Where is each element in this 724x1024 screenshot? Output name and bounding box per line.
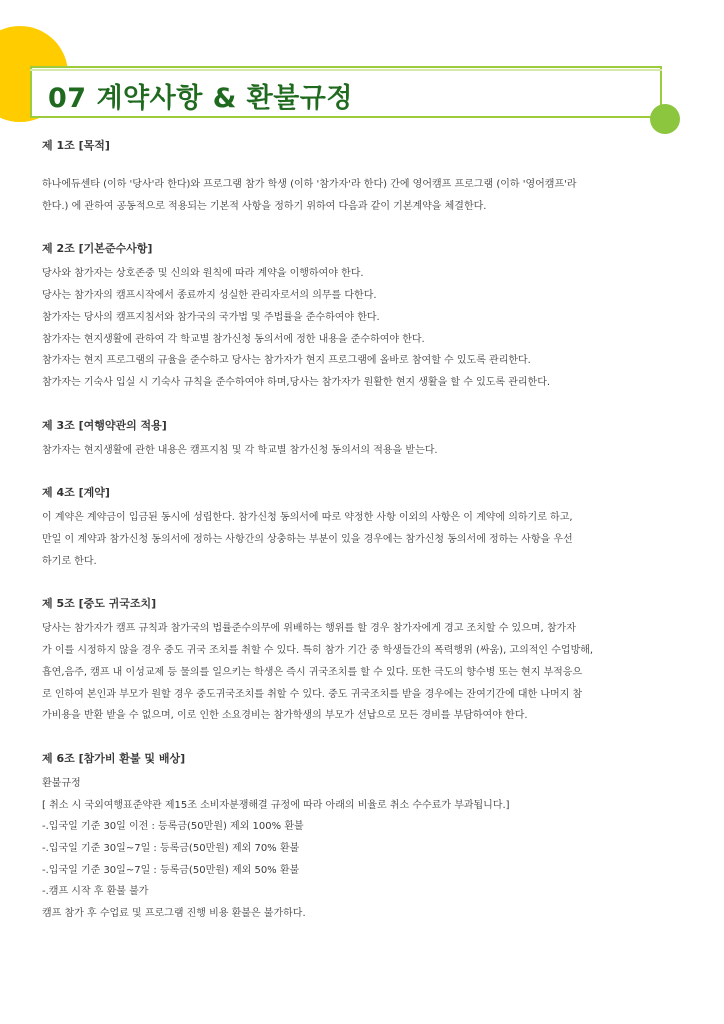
- article-4-line: 하기로 한다.: [42, 555, 97, 567]
- article-5-title: 제 5조 [중도 귀국조치]: [42, 597, 157, 611]
- article-2-line: 참가자는 기숙사 입실 시 기숙사 규칙을 준수하여야 하며,당사는 참가자가 원활한 현지 생활을 할 수 있도록 관리한다.: [42, 376, 551, 388]
- page-title: 07 계약사항 & 환불규정: [48, 83, 353, 114]
- article-6-line: [ 취소 시 국외여행표준약관 제15조 소비자분쟁해결 규정에 따라 아래의 비율로 취소 수수료가 부과됩니다.]: [42, 799, 510, 811]
- article-6-line: 환불규정: [42, 777, 81, 789]
- article-1-title: 제 1조 [목적]: [42, 139, 110, 152]
- article-3: [42, 416, 682, 462]
- article-5-line: 로 인하여 본인과 부모가 원할 경우 중도귀국조치를 취할 수 있다. 중도 귀국조치를 받을 경우에는 잔여기간에 대한 나머지 참: [42, 688, 583, 700]
- title-banner-accent-line: [30, 69, 662, 71]
- article-5-line: 가비용을 반환 받을 수 없으며, 이로 인한 소요경비는 참가학생의 부모가 선납으로 모든 경비를 부담하여야 한다.: [42, 710, 528, 722]
- article-2-title: 제 2조 [기본준수사항]: [42, 242, 153, 256]
- article-1-line: 하나에듀센타 (이하 '당사'라 한다)와 프로그램 참가 학생 (이하 '참가자'라 한다) 간에 영어캠프 프로그램 (이하 '영어캠프'라: [42, 179, 577, 190]
- article-3-line: 참가자는 현지생활에 관한 내용은 캠프지침 및 각 학교별 참가신청 동의서의 적용을 받는다.: [42, 444, 438, 456]
- article-5: [42, 594, 682, 727]
- article-5-line: 가 이를 시정하지 않을 경우 중도 귀국 조치를 취할 수 있다. 특히 참가 기간 중 학생들간의 폭력행위 (싸움), 고의적인 수업방해,: [42, 645, 594, 657]
- decorative-green-circle: [650, 104, 680, 134]
- article-4: [42, 483, 682, 572]
- article-5-line: 흡연,음주, 캠프 내 이성교제 등 물의를 일으키는 학생은 즉시 귀국조치를 할 수 있다. 또한 극도의 향수병 또는 현지 부적응으: [42, 666, 583, 678]
- article-1-line: 한다.) 에 관하여 공동적으로 적용되는 기본적 사항을 정하기 위하여 다음과 같이 기본계약을 체결한다.: [42, 200, 487, 212]
- article-6-title: 제 6조 [참가비 환불 및 배상]: [42, 751, 186, 765]
- article-1: [42, 136, 682, 217]
- contract-content: [42, 136, 682, 947]
- article-3-title: 제 3조 [여행약관의 적용]: [42, 418, 167, 432]
- article-6-line: -.입국일 기준 30일 이전 : 등록금(50만원) 제외 100% 환불: [42, 821, 304, 833]
- article-2-line: 참가자는 당사의 캠프지침서와 참가국의 국가법 및 주법률을 준수하여야 한다.: [42, 311, 380, 323]
- article-6: [42, 749, 682, 925]
- article-6-line: -.입국일 기준 30일~7일 : 등록금(50만원) 제외 50% 환불: [42, 864, 300, 876]
- article-4-line: 만일 이 계약과 참가신청 동의서에 정하는 사항간의 상충하는 부분이 있을 경우에는 참가신청 동의서에 정하는 사항을 우선: [42, 534, 573, 546]
- article-2-line: 참가자는 현지생활에 관하여 각 학교별 참가신청 동의서에 정한 내용을 준수하여야 한다.: [42, 333, 425, 345]
- article-4-line: 이 계약은 계약금이 입금된 동시에 성립한다. 참가신청 동의서에 따로 약정한 사항 이외의 사항은 이 계약에 의하기로 하고,: [42, 512, 573, 524]
- article-6-line: 캠프 참가 후 수업료 및 프로그램 진행 비용 환불은 불가하다.: [42, 908, 306, 920]
- article-5-line: 당사는 참가자가 캠프 규칙과 참가국의 법률준수의무에 위배하는 행위를 할 경우 참가자에게 경고 조치할 수 있으며, 참가자: [42, 623, 576, 635]
- article-6-line: -.입국일 기준 30일~7일 : 등록금(50만원) 제외 70% 환불: [42, 843, 300, 855]
- article-4-title: 제 4조 [계약]: [42, 486, 110, 500]
- article-2: [42, 239, 682, 393]
- article-2-line: 참가자는 현지 프로그램의 규율을 준수하고 당사는 참가자가 현지 프로그램에 올바로 참여할 수 있도록 관리한다.: [42, 355, 531, 367]
- article-6-line: -.캠프 시작 후 환불 불가: [42, 886, 149, 898]
- article-2-line: 당사는 참가자의 캠프시작에서 종료까지 성실한 관리자로서의 의무를 다한다.: [42, 290, 377, 302]
- article-2-line: 당사와 참가자는 상호존중 및 신의와 원칙에 따라 계약을 이행하여야 한다.: [42, 268, 364, 280]
